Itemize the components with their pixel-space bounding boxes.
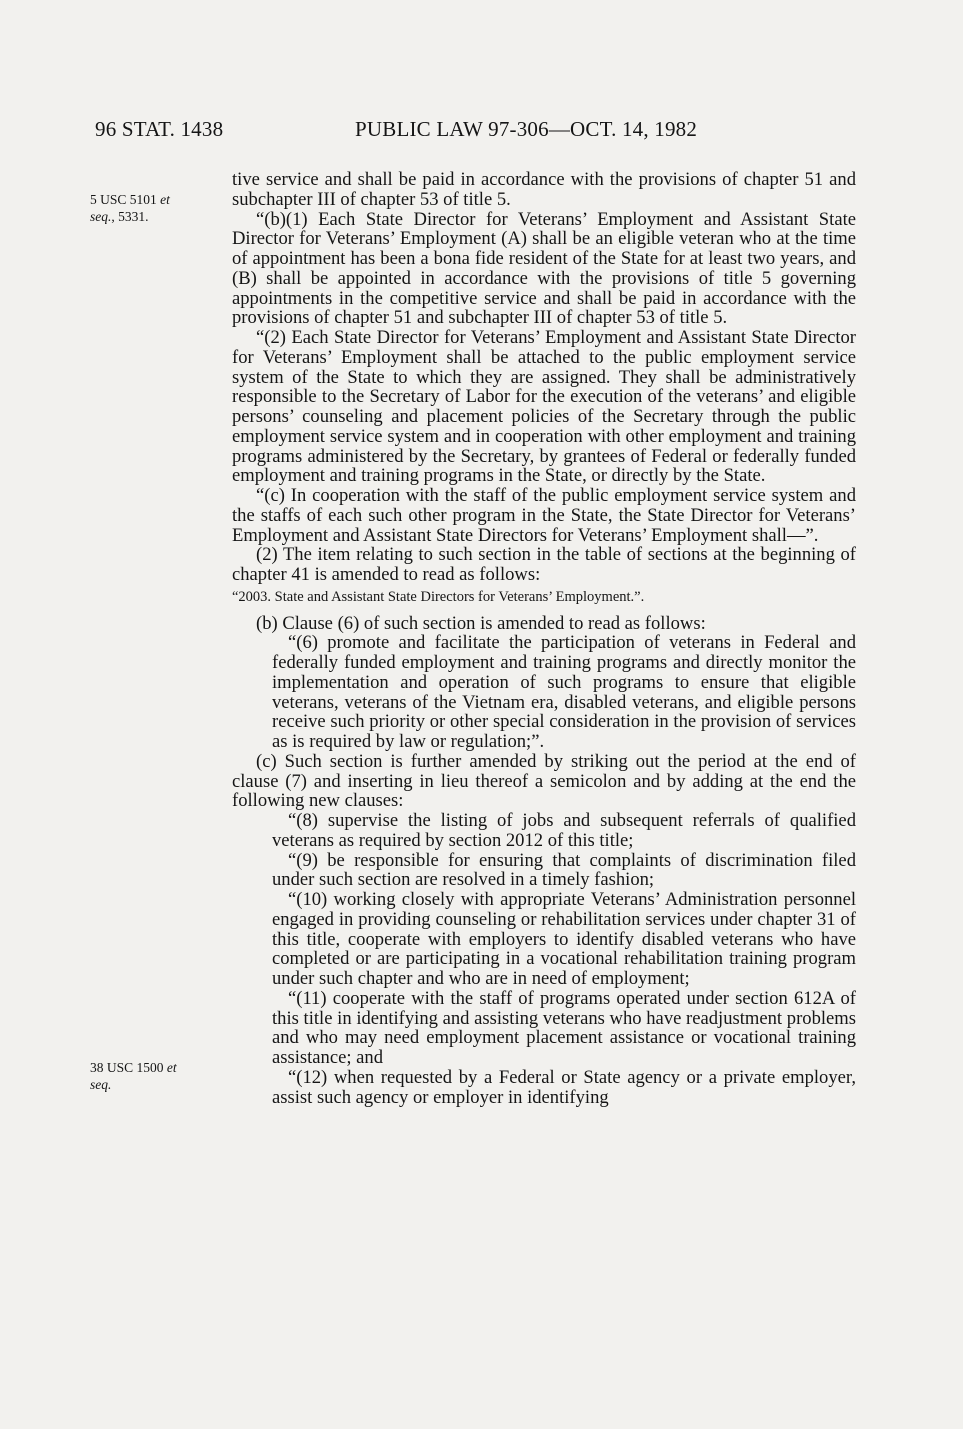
clause-11: “(11) cooperate with the staff of programs operated under section 612A of this title in identifying and assisting veterans who have readjustment problems and who may need employment placement assistance or vocational training assistance; and [272,987,856,1068]
statute-body [232,170,856,1107]
table-of-sections-entry: “2003. State and Assistant State Directors for Veterans’ Employment.”. [232,588,645,605]
paragraph-clause-c: (c) Such section is further amended by striking out the period at the end of clause (7) and inserting in lieu thereof a semicolon and by adding at the end the following new clauses: [232,750,856,812]
paragraph-b2: “(2) Each State Director for Veterans’ Employment and Assistant State Director for Veterans’ Employment shall be attached to the public employment service system of the State to which they are assigned. They shall be administratively responsible to the Secretary of Labor for the execution of the veterans’ and eligible persons’ counseling and placement policies of the Secretary through the public employment service system and in cooperation with other employment and training programs administered by the Secretary, by grantees of Federal or federally funded employment and training programs in the State, or directly by the State. [232,327,856,487]
paragraph-c: “(c) In cooperation with the staff of the public employment service system and the staffs of each such other program in the State, the State Director for Veterans’ Employment and Assistant State Directors for Veterans’ Employment shall—”. [232,485,856,546]
margin-note-usc-1500: 38 USC 1500 et seq. [90,1060,177,1092]
public-law-title: PUBLIC LAW 97-306—OCT. 14, 1982 [355,117,698,141]
clause-8: “(8) supervise the listing of jobs and subsequent referrals of qualified veterans as required by section 2012 of this title; [272,810,856,851]
paragraph-continuation: tive service and shall be paid in accordance with the provisions of chapter 51 and subchapter III of chapter 53 of title 5. [232,169,856,210]
clause-10: “(10) working closely with appropriate Veterans’ Administration personnel engaged in providing counseling or rehabilitation services under chapter 31 of this title, cooperate with employers to identify disabled veterans who have completed or are participating in a vocational rehabilitation training program under such chapter and who are in need of employment; [272,889,856,989]
paragraph-item-2: (2) The item relating to such section in the table of sections at the beginning of chapter 41 is amended to read as follows: [232,544,856,585]
stat-citation: 96 STAT. 1438 [95,117,224,141]
clause-12: “(12) when requested by a Federal or State agency or a private employer, assist such agency or employer in identifying [272,1066,856,1108]
margin-note-usc-5101: 5 USC 5101 et seq., 5331. [90,192,170,224]
paragraph-clause-b: (b) Clause (6) of such section is amended to read as follows: [256,612,706,634]
clause-9: “(9) be responsible for ensuring that complaints of discrimination filed under such section are resolved in a timely fashion; [272,849,856,891]
clause-6: “(6) promote and facilitate the participation of veterans in Federal and federally funded employment and training programs and directly monitor the implementation and operation of such programs to ensure that eligible veterans, veterans of the Vietnam era, disabled veterans, and eligible persons receive such priority or other special consideration in the provision of services as is required by law or regulation;”. [272,632,856,752]
paragraph-b1: “(b)(1) Each State Director for Veterans’ Employment and Assistant State Director for Veterans’ Employment (A) shall be an eligible veteran who at the time of appointment has been a bona fide resident of the State for at least two years, and (B) shall be appointed in accordance with the provisions of title 5 governing appointments in the competitive service and shall be paid in accordance with the provisions of chapter 51 and subchapter III of chapter 53 of title 5. [232,208,856,329]
